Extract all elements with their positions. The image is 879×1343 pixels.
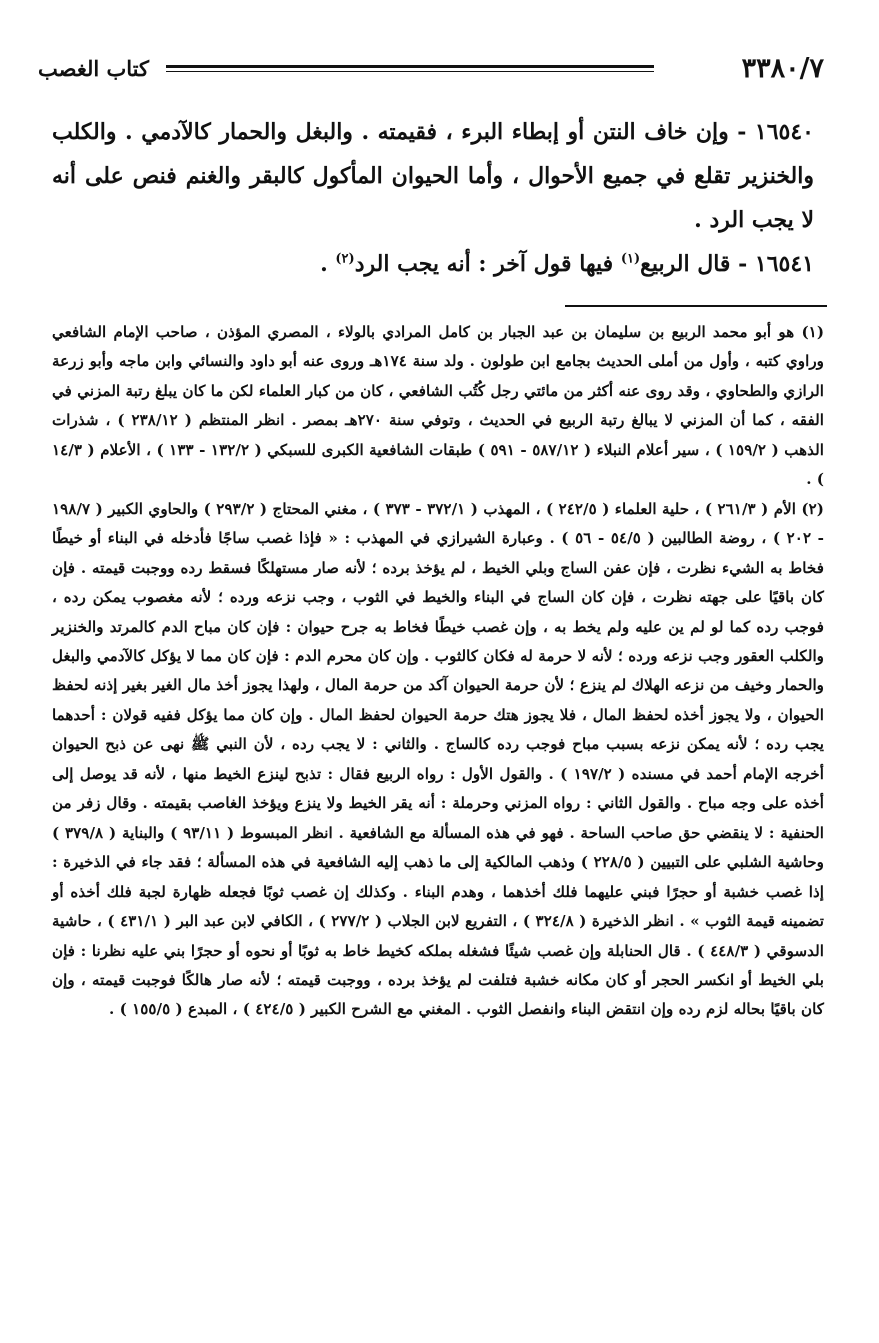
issue-paragraph-16541 — [52, 242, 814, 286]
footnote-separator — [565, 305, 827, 307]
book-title: كتاب الغصب — [38, 56, 150, 81]
footnote-2: (٢) الأم ( ٢٦١/٣ ) ، حلية العلماء ( ٢٤٢/٥ ) ، المهذب ( ٣٧٢/١ - ٣٧٣ ) ، مغني المحتاج ( ٢٩٣/٢ ) والحاوي الكبير ( ١٩٨/٧ - ٢٠٢ ) ، روضة الطالبين ( ٥٤/٥ - ٥٦ ) . وعبارة الشيرازي في المهذب : « فإذا غصب ساجًا فأدخله في البناء أو خيطًا فخاط به الشيء نظرت ، فإن عفن الساج وبلي الخيط ، لم يؤخذ برده ؛ لأنه صار مستهلكًا فسقط رده ووجبت قيمته . فإن كان باقيًا على جهته نظرت ، فإن كان الساج في البناء والخيط في الثوب ، وجب نزعه ورده ؛ لأنه مغصوب يمكن رده ، فوجب رده كما لو لم ين عليه ولم يخط به ، وإن غصب خيطًا فخاط به جرح حيوان : فإن كان مباح الدم كالمرتد والخنزير والكلب العقور وجب نزعه ورده ؛ لأنه لا حرمة له فكان كالثوب . وإن كان محرم الدم : فإن كان مما لا يؤكل كالآدمي والبغل والحمار وخيف من نزعه الهلاك لم ينزع ؛ لأن حرمة الحيوان آكد من حرمة المال ، ولهذا يجوز أخذ مال الغير بغير إذنه لحفظ الحيوان ، ولا يجوز أخذه لحفظ المال ، فلا يجوز هتك حرمة الحيوان لحفظ المال . وإن كان مما يؤكل ففيه قولان : أحدهما يجب رده ؛ لأنه يمكن نزعه بسبب مباح فوجب رده كالساج . والثاني : لا يجب رده ، لأن النبي ﷺ نهى عن ذبح الحيوان أخرجه الإمام أحمد في مسنده ( ١٩٧/٢ ) . والقول الأول : رواه الربيع فقال : تذبح لينزع الخيط منها ، لأنه قد يوصل إلى أخذه على وجه مباح . والقول الثاني : رواه المزني وحرملة : أنه يقر الخيط ولا ينزع ويؤخذ الغاصب بقيمته . وقال زفر من الحنفية : لا ينقضي حق صاحب الساحة . فهو في هذه المسألة مع الشافعية . انظر المبسوط ( ٩٣/١١ ) والبناية ( ٣٧٩/٨ ) وحاشية الشلبي على التبيين ( ٢٢٨/٥ ) وذهب المالكية إلى ما ذهب إليه الشافعية في هذه المسألة ؛ فقد جاء في الذخيرة : إذا غصب خشبة أو حجرًا فبني عليهما فلك أخذهما ، وهدم البناء . وكذلك إن غصب ثوبًا فجعله ظهارة لجبة فلك أخذه أو تضمينه قيمة الثوب » . انظر الذخيرة ( ٣٢٤/٨ ) ، التفريع لابن الجلاب ( ٢٧٧/٢ ) ، الكافي لابن عبد البر ( ٤٣١/١ ) ، حاشية الدسوقي ( ٤٤٨/٣ ) . قال الحنابلة وإن غصب شيئًا فشغله بملكه كخيط خاط به ثوبًا أو نحوه أو حجرًا بني عليه نظرنا : فإن بلي الخيط أو انكسر الحجر أو كان مكانه خشبة فتلفت لم يؤخذ برده ، ووجبت قيمته ؛ لأنه صار هالكًا فوجبت قيمته ، وإن كان باقيًا بحاله لزم رده وإن انتقض البناء وانفصل الثوب . المغني مع الشرح الكبير ( ٤٢٤/٥ ) ، المبدع ( ١٥٥/٥ ) . — [52, 499, 825, 1019]
running-header — [38, 52, 824, 92]
issue-16541-text-cont: فيها قول آخر : أنه يجب الرد — [354, 251, 621, 277]
issue-16541-end: . — [320, 251, 336, 277]
footnote-ref-2: (٢) — [335, 251, 355, 267]
issue-16541-text: ١٦٥٤١ - قال الربيع — [640, 251, 814, 277]
header-rule — [166, 65, 654, 72]
footnote-ref-1: (١) — [620, 251, 641, 267]
footnotes — [52, 318, 824, 1025]
page-number: ٣٣٨٠/٧ — [741, 53, 824, 84]
footnote-1: (١) هو أبو محمد الربيع بن سليمان بن عبد الجبار بن كامل المرادي بالولاء ، المصري المؤذن ، صاحب الإمام الشافعي وراوي كتبه ، وأول من أملى الحديث بجامع ابن طولون . ولد سنة ١٧٤هـ وروى عنه أبو داود والنسائي وابن ماجه وأبو زرعة الرازي والطحاوي ، وقد روى عنه أكثر من مائتي رجل كُتُب الشافعي ، كان من كبار العلماء لكن ما كان يبلغ رتبة المزني في الفقه ، كما أن المزني لا يبالغ رتبة الربيع في الحديث ، وتوفي سنة ٢٧٠هـ بمصر . انظر المنتظم ( ٢٣٨/١٢ ) ، شذرات الذهب ( ١٥٩/٢ ) ، سير أعلام النبلاء ( ٥٨٧/١٢ - ٥٩١ ) طبقات الشافعية الكبرى للسبكي ( ١٣٢/٢ - ١٣٣ ) ، الأعلام ( ١٤/٣ ) . — [52, 323, 825, 489]
main-text — [52, 110, 814, 286]
issue-paragraph-16540: ١٦٥٤٠ - وإن خاف النتن أو إبطاء البرء ، فقيمته . والبغل والحمار كالآدمي . والكلب والخنزير تقلع في جميع الأحوال ، وأما الحيوان المأكول كالبقر والغنم فنص على أنه لا يجب الرد . — [52, 119, 814, 233]
